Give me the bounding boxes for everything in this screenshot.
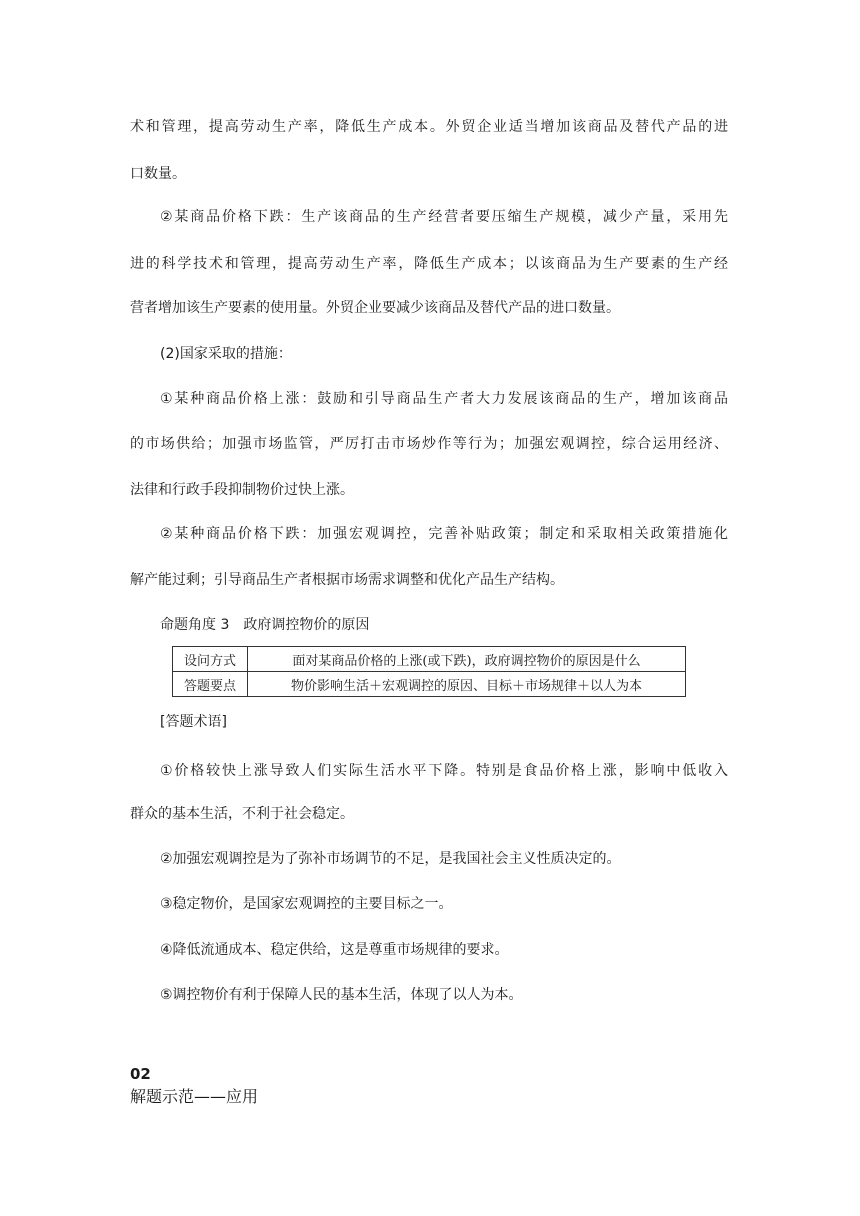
table-cell-value: 物价影响生活＋宏观调控的原因、目标＋市场规律＋以人为本: [248, 672, 686, 697]
paragraph-line: ②某种商品价格下跌：加强宏观调控，完善补贴政策；制定和采取相关政策措施化: [160, 526, 728, 542]
table-row: [173, 672, 686, 697]
section-number: 02: [130, 1065, 151, 1083]
paragraph-line: ③稳定物价，是国家宏观调控的主要目标之一。: [160, 896, 453, 912]
paragraph-line: 口数量。: [130, 166, 186, 182]
paragraph-line: 解产能过剩；引导商品生产者根据市场需求调整和优化产品生产结构。: [130, 572, 564, 588]
table-cell-value: 面对某商品价格的上涨(或下跌)，政府调控物价的原因是什么: [248, 647, 686, 672]
subheading: (2)国家采取的措施：: [160, 346, 292, 362]
paragraph-line: 群众的基本生活，不利于社会稳定。: [130, 806, 354, 822]
table-cell-key: 设问方式: [173, 647, 248, 672]
paragraph-line: ④降低流通成本、稳定供给，这是尊重市场规律的要求。: [160, 942, 509, 958]
paragraph-line: 的市场供给；加强市场监管，严厉打击市场炒作等行为；加强宏观调控，综合运用经济、: [130, 436, 728, 452]
paragraph-line: ①价格较快上涨导致人们实际生活水平下降。特别是食品价格上涨，影响中低收入: [160, 763, 728, 779]
terms-heading: [答题术语]: [160, 714, 227, 730]
paragraph-line: 法律和行政手段抑制物价过快上涨。: [130, 482, 354, 498]
paragraph-line: ②加强宏观调控是为了弥补市场调节的不足，是我国社会主义性质决定的。: [160, 851, 621, 867]
section-title: 解题示范——应用: [130, 1087, 259, 1106]
paragraph-line: ①某种商品价格上涨：鼓励和引导商品生产者大力发展该商品的生产，增加该商品: [160, 391, 728, 407]
paragraph-line: ⑤调控物价有利于保障人民的基本生活，体现了以人为本。: [160, 987, 523, 1003]
paragraph-line: 术和管理，提高劳动生产率，降低生产成本。外贸企业适当增加该商品及替代产品的进: [130, 119, 728, 135]
answer-table: [172, 646, 686, 697]
paragraph-line: 营者增加该生产要素的使用量。外贸企业要减少该商品及替代产品的进口数量。: [130, 300, 620, 316]
paragraph-line: ②某商品价格下跌：生产该商品的生产经营者要压缩生产规模，减少产量，采用先: [160, 209, 728, 225]
paragraph-line: 进的科学技术和管理，提高劳动生产率，降低生产成本；以该商品为生产要素的生产经: [130, 256, 728, 272]
table-cell-key: 答题要点: [173, 672, 248, 697]
table-row: [173, 647, 686, 672]
topic-heading: 命题角度 3 政府调控物价的原因: [160, 617, 370, 633]
